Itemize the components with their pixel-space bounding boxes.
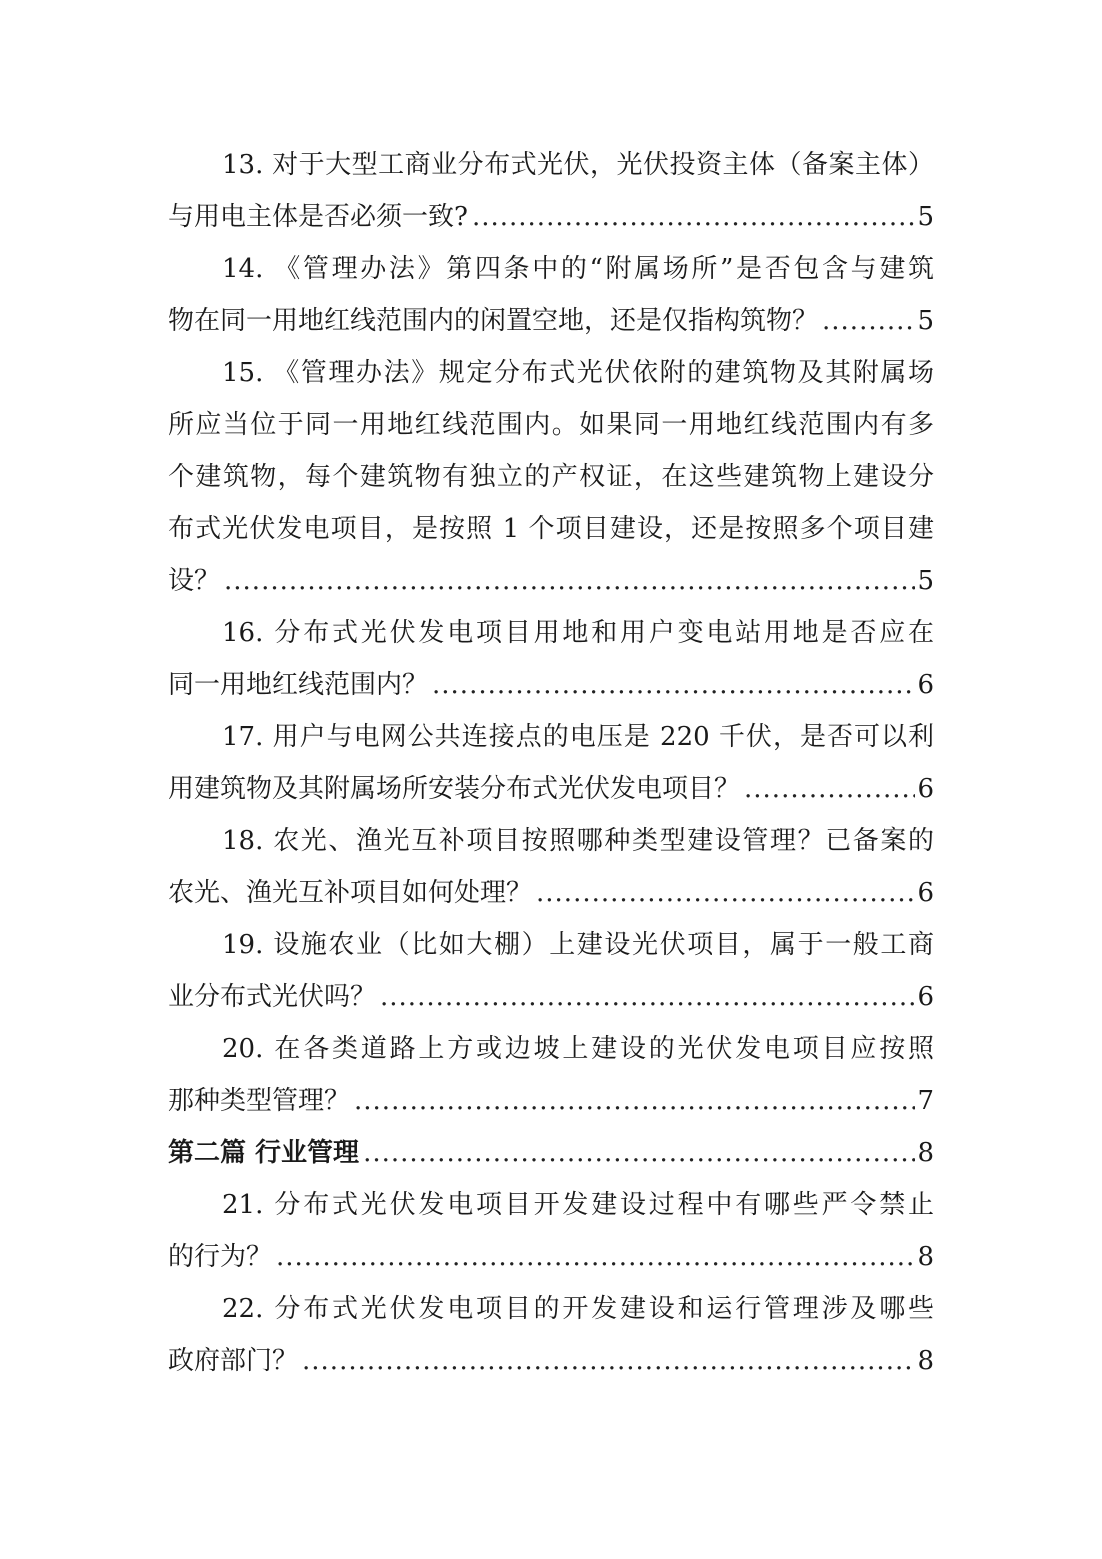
toc-entry-16-text: 同一用地红线范围内？ bbox=[168, 670, 429, 700]
toc-entry-13-line-1: 13. 对于大型工商业分布式光伏，光伏投资主体（备案主体） bbox=[222, 150, 934, 180]
toc-entry-20-leader-line[interactable] bbox=[168, 1075, 934, 1127]
toc-entry-14-leader-line[interactable] bbox=[168, 295, 934, 347]
toc-entry-16-leader-line[interactable] bbox=[168, 659, 934, 711]
toc-entry-22-text: 政府部门？ bbox=[168, 1346, 299, 1376]
toc-part-2-heading[interactable] bbox=[168, 1127, 934, 1179]
toc-entry-22-line-1: 22. 分布式光伏发电项目的开发建设和运行管理涉及哪些 bbox=[222, 1294, 934, 1324]
toc-entry-18-text: 农光、渔光互补项目如何处理？ bbox=[168, 878, 533, 908]
toc-entry-16-line-1: 16. 分布式光伏发电项目用地和用户变电站用地是否应在 bbox=[222, 618, 934, 648]
dot-leader bbox=[744, 763, 915, 815]
toc-entry-13-text: 与用电主体是否必须一致? bbox=[168, 202, 468, 232]
dot-leader bbox=[363, 1127, 915, 1179]
toc-entry-15-line-4: 布式光伏发电项目，是按照 1 个项目建设，还是按照多个项目建 bbox=[168, 514, 934, 544]
dot-leader bbox=[276, 1231, 915, 1283]
toc-entry-13-leader-line[interactable] bbox=[168, 191, 934, 243]
toc-entry-22-leader-line[interactable] bbox=[168, 1335, 934, 1387]
toc-entry-19-text: 业分布式光伏吗？ bbox=[168, 982, 377, 1012]
dot-leader bbox=[380, 971, 915, 1023]
toc-entry-17-leader-line[interactable] bbox=[168, 763, 934, 815]
toc-entry-15-page-number: 5 bbox=[917, 566, 934, 596]
toc-entry-18-page-number: 6 bbox=[917, 878, 934, 908]
toc-entry-13-page-number: 5 bbox=[917, 202, 934, 232]
dot-leader bbox=[302, 1335, 915, 1387]
table-of-contents bbox=[168, 139, 934, 1387]
toc-entry-14-line-1: 14. 《管理办法》第四条中的“附属场所”是否包含与建筑 bbox=[222, 254, 934, 284]
toc-entry-14-text: 物在同一用地红线范围内的闲置空地，还是仅指构筑物？ bbox=[168, 306, 819, 336]
toc-entry-15-leader-line[interactable] bbox=[168, 555, 934, 607]
dot-leader bbox=[536, 867, 915, 919]
toc-entry-22-page-number: 8 bbox=[917, 1346, 934, 1376]
toc-entry-19-page-number: 6 bbox=[917, 982, 934, 1012]
toc-part-2-page-number: 8 bbox=[917, 1138, 934, 1168]
dot-leader bbox=[822, 295, 915, 347]
toc-entry-15-text: 设？ bbox=[168, 566, 221, 596]
toc-entry-15-line-3: 个建筑物，每个建筑物有独立的产权证，在这些建筑物上建设分 bbox=[168, 462, 934, 492]
toc-entry-21-line-1: 21. 分布式光伏发电项目开发建设过程中有哪些严令禁止 bbox=[222, 1190, 934, 1220]
toc-entry-19-line-1: 19. 设施农业（比如大棚）上建设光伏项目，属于一般工商 bbox=[222, 930, 934, 960]
toc-entry-17-text: 用建筑物及其附属场所安装分布式光伏发电项目？ bbox=[168, 774, 741, 804]
toc-entry-17-page-number: 6 bbox=[917, 774, 934, 804]
dot-leader bbox=[224, 555, 915, 607]
toc-entry-21-page-number: 8 bbox=[917, 1242, 934, 1272]
toc-entry-14-page-number: 5 bbox=[917, 306, 934, 336]
dot-leader bbox=[472, 191, 916, 243]
toc-entry-15-line-2: 所应当位于同一用地红线范围内。如果同一用地红线范围内有多 bbox=[168, 410, 934, 440]
toc-entry-21-leader-line[interactable] bbox=[168, 1231, 934, 1283]
toc-entry-18-line-1: 18. 农光、渔光互补项目按照哪种类型建设管理？已备案的 bbox=[222, 826, 934, 856]
toc-entry-15-line-1: 15. 《管理办法》规定分布式光伏依附的建筑物及其附属场 bbox=[222, 358, 934, 388]
toc-entry-17-line-1: 17. 用户与电网公共连接点的电压是 220 千伏，是否可以利 bbox=[222, 722, 934, 752]
toc-part-2-title: 第二篇 行业管理 bbox=[168, 1138, 360, 1168]
toc-entry-20-line-1: 20. 在各类道路上方或边坡上建设的光伏发电项目应按照 bbox=[222, 1034, 934, 1064]
toc-entry-20-page-number: 7 bbox=[917, 1086, 934, 1116]
toc-entry-16-page-number: 6 bbox=[917, 670, 934, 700]
dot-leader bbox=[432, 659, 915, 711]
dot-leader bbox=[354, 1075, 915, 1127]
toc-entry-20-text: 那种类型管理？ bbox=[168, 1086, 351, 1116]
toc-entry-21-text: 的行为？ bbox=[168, 1242, 273, 1272]
toc-entry-19-leader-line[interactable] bbox=[168, 971, 934, 1023]
toc-entry-18-leader-line[interactable] bbox=[168, 867, 934, 919]
